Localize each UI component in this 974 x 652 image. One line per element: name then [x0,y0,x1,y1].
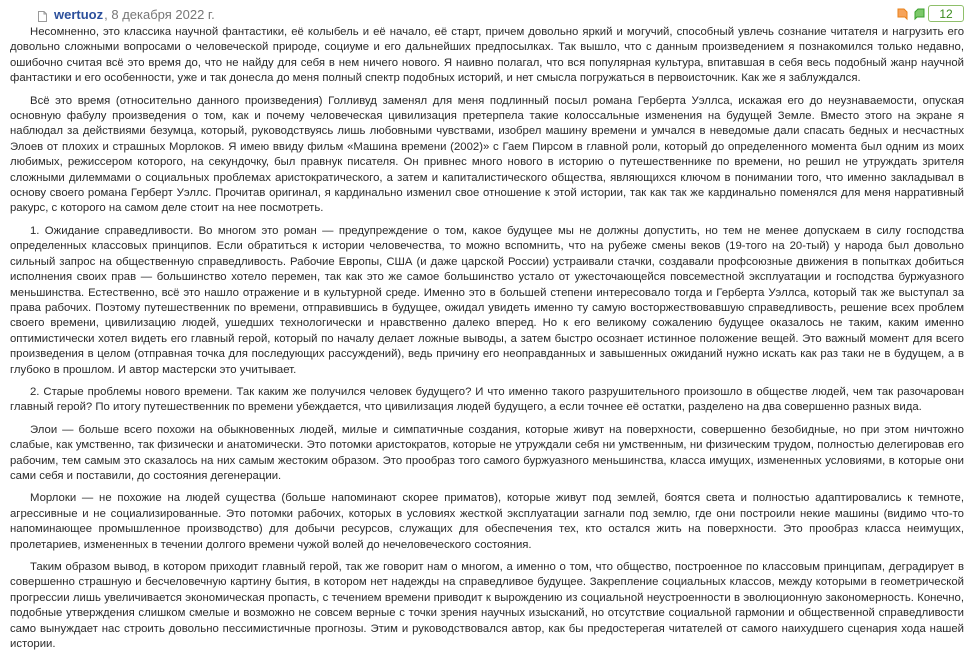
review-paragraph: Таким образом вывод, в котором приходит главный герой, так же говорит нам о многом, а именно о том, что общество, построенное по классовым принципам, деградирует в совершенно страшную и бесчеловечную картину бытия, в котором нет надежды на справедливое будущее. Закрепление социальных классов, между которыми в геометрической прогрессии лишь увеличивается экономическая пропасть, с течением времени приводит к вырождению из социальной неустроенности в эволюционную закономерность. Конечно, подобные утверждения слишком смелые и возможно не совсем верные с точки зрения научных изысканий, но отсутствие социальной гармонии и общественной справедливости само вынуждает нас строить довольно пессимистичные прогнозы. Этим и руководствовался автор, как бы предостерегая читателей от самого наихудшего сценария хода нашей истории. [10,561,964,651]
review-paragraph: 2. Старые проблемы нового времени. Так каким же получился человек будущего? И что именно такого разрушительного произошло в обществе людей, чем так разочарован главный герой? По итогу путешественник по времени убеждается, что цивилизация людей будущего, а если точнее её остатки, разделено на два совершенно разных вида. [10,385,964,414]
review-paragraph: Всё это время (относительно данного произведения) Голливуд заменял для меня подлинный посыл романа Герберта Уэллса, искажая его до неузнаваемости, опуская основную фабулу произведения о том, как и почему человеческая цивилизация претерпела такие колоссальные изменения на будущей Земле. Вместо этого на экране я наблюдал за действиями безумца, который, руководствуясь лишь любовными чувствами, изобрел машину времени и умчался в неведомые дали спасать бедных и несчастных Элоев от плохих и страшных Морлоков. Я имею ввиду фильм «Машина времени (2002)» с Гаем Пирсом в главной роли, который до определенного момента был одним из моих любимых, режиссером которого, на секундочку, был правнук писателя. Он привнес много нового в историю о путешественнике по времени, но решил не утруждать зрителя сложными дилеммами о социальных проблемах аристократического, а затем и капиталистического общества, являющихся ключом в понимании того, что именно закладывал в основу своего романа Герберт Уэллс. Прочитав оригинал, я кардинально изменил свое отношение к этой истории, так как так же кардинально поменялся для меня нарративный ракурс, с которого на самом деле стоит на нее посмотреть. [10,94,964,215]
review-paragraph: 1. Ожидание справедливости. Во многом это роман — предупреждение о том, какое будущее мы не должны допустить, но тем не менее допускаем в силу господства определенных классовых принципов. Если обратиться к истории человечества, то можно вспомнить, что на рубеже смены веков (19-того на 20-тый) у народа был довольно сильный запрос на общественную справедливость. Рабочие Европы, США (и даже царской России) устраивали стачки, создавали профсоюзные движения в попытках добиться исполнения своих прав — большинство хотело перемен, так как это же самое большинство устало от ужесточающейся повсеместной эксплуатации и господства буржуазного меньшинства. Естественно, всё это нашло отражение и в культурной среде. Именно это в большей степени интересовало тогда и Герберта Уэллса, который так же выступал за права рабочих. Поэтому путешественник по времени, отправившись в будущее, ожидал увидеть именно ту самую восторжествовавшую справедливость, решение всех проблем своего времени, цивилизацию людей, ушедших технологически и нравственно далеко вперед. Но к его великому сожалению будущее оказалось не таким, каким именно оптимистически хотел видеть его главный герой, который по началу делает ложные выводы, а затем быстро осознает истинное положение вещей. Это важный момент для всего произведения в целом (отправная точка для последующих рассуждений), ведь причину его неоправданных и завышенных ожиданий нужно искать как раз таки не в будущем, а в глубоко в прошлом. И автор мастерски это учитывает. [10,224,964,376]
author-link[interactable]: wertuoz [54,6,104,22]
review-text [10,25,964,652]
review-paragraph: Элои — больше всего похожи на обыкновенных людей, милые и симпатичные создания, которые живут на поверхности, совершенно безобидные, но при этом ничтожно слабые, как умственно, так физически и анатомически. Это потомки аристократов, которые не утруждали себя ни умственным, ни физическим трудом, полностью делегировав его рабочим, тем самым это сказалось на них самым жестоким образом. Это прообраз того самого буржуазного меньшинства, класса имущих, измененных условиями, в которые они сами себя и поставили, до состояния дегенерации. [10,423,964,482]
review-date: , 8 декабря 2022 г. [104,6,215,22]
review-header [10,4,964,24]
thumb-down-icon[interactable] [896,7,910,21]
vote-box [896,5,964,22]
document-icon [38,9,47,20]
review-paragraph: Несомненно, это классика научной фантастики, её колыбель и её начало, её старт, причем довольно яркий и могучий, способный увлечь сознание читателя и нагрузить его довольно сложными вопросами о человеческой природе, социуме и его дальнейших предпосылках. Так вышло, что с данным произведением я познакомился только недавно, ошибочно считая всё это время до, что не найду для себя в нем ничего нового. Я наивно полагал, что вся популярная культура, впитавшая в себя весь подобный жанр научной фантастики и его особенности, уже и так донесла до меня полный спектр подобных историй, и нет смысла погружаться в первоисточник. Как же я заблуждался. [10,26,964,85]
review-paragraph: Морлоки — не похожие на людей существа (больше напоминают скорее приматов), которые живут под землей, боятся света и полностью адаптировались к темноте, агрессивные и не социализированные. Это потомки рабочих, которых в условиях жесткой эксплуатации загнали под землю, где они построили некие машины (видимо что-то напоминающее промышленное производство) для добычи ресурсов, служащих для обеспечения тех, кто остался жить на поверхности. Это прообраз класса неимущих, пролетариев, измененных в течении долгого времени чужой волей до нечеловеческого состояния. [10,492,964,551]
vote-score: 12 [928,5,964,22]
review-date-text: 8 декабря 2022 г. [111,6,215,22]
thumb-up-icon[interactable] [912,7,926,21]
